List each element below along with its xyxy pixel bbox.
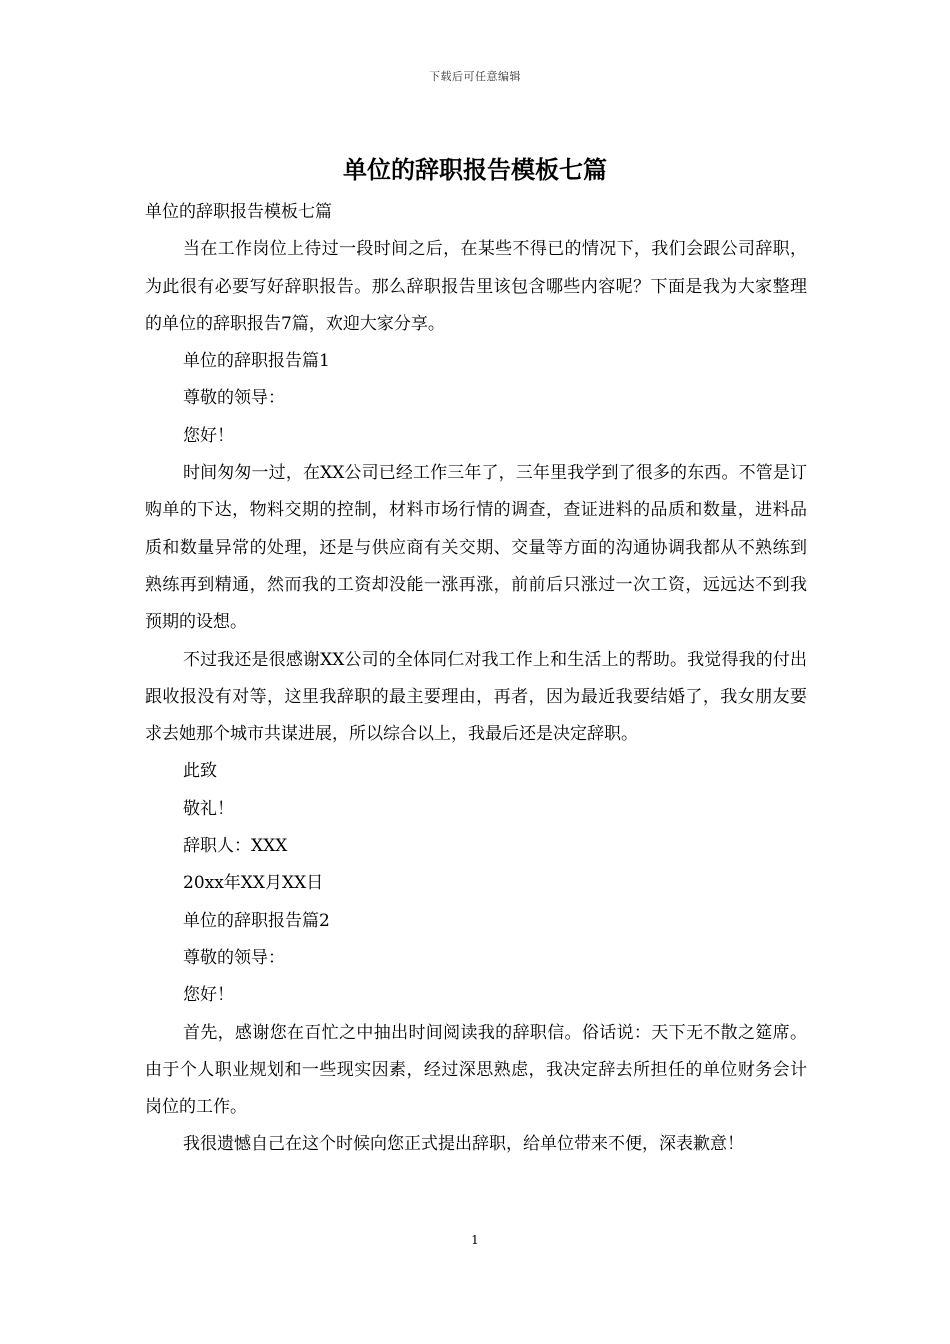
- paragraph: 单位的辞职报告模板七篇: [145, 202, 332, 222]
- greeting: 您好！: [183, 425, 234, 446]
- salutation: 尊敬的领导：: [183, 388, 285, 409]
- section-heading: 单位的辞职报告篇1: [183, 351, 330, 372]
- paragraph: 当在工作岗位上待过一段时间之后，在某些不得已的情况下，我们会跟公司辞职，为此很有必要写好辞职报告。那么辞职报告里该包含哪些内容呢？下面是我为大家整理的单位的辞职报告7篇，欢迎大家分享。: [145, 239, 807, 334]
- closing: 此致: [183, 761, 217, 782]
- document-body: [145, 194, 807, 1164]
- paragraph: 我很遗憾自己在这个时候向您正式提出辞职，给单位带来不便，深表歉意！: [183, 1134, 744, 1155]
- paragraph: 时间匆匆一过，在XX公司已经工作三年了，三年里我学到了很多的东西。不管是订购单的下达，物料交期的控制，材料市场行情的调查，查证进料的品质和数量，进料品质和数量异常的处理，还是与供应商有关交期、交量等方面的沟通协调我都从不熟练到熟练再到精通，然而我的工资却没能一涨再涨，前前后只涨过一次工资，远远达不到我预期的设想。: [145, 463, 807, 633]
- paragraph: 不过我还是很感谢XX公司的全体同仁对我工作上和生活上的帮助。我觉得我的付出跟收报没有对等，这里我辞职的最主要理由，再者，因为最近我要结婚了，我女朋友要求去她那个城市共谋进展，所以综合以上，我最后还是决定辞职。: [145, 649, 807, 745]
- document-title: 单位的辞职报告模板七篇: [343, 155, 607, 184]
- greeting: 您好！: [183, 985, 234, 1006]
- section-heading: 单位的辞职报告篇2: [183, 910, 330, 931]
- salutation: 尊敬的领导：: [183, 947, 285, 968]
- page-number: 1: [471, 1233, 479, 1247]
- closing-regards: 敬礼！: [183, 798, 234, 819]
- header-note: 下载后可任意编辑: [429, 70, 521, 83]
- paragraph: 首先，感谢您在百忙之中抽出时间阅读我的辞职信。俗话说：天下无不散之筵席。由于个人职业规划和一些现实因素，经过深思熟虑，我决定辞去所担任的单位财务会计岗位的工作。: [145, 1022, 807, 1118]
- signature: 辞职人：XXX: [183, 836, 288, 857]
- date: 20xx年XX月XX日: [183, 873, 324, 894]
